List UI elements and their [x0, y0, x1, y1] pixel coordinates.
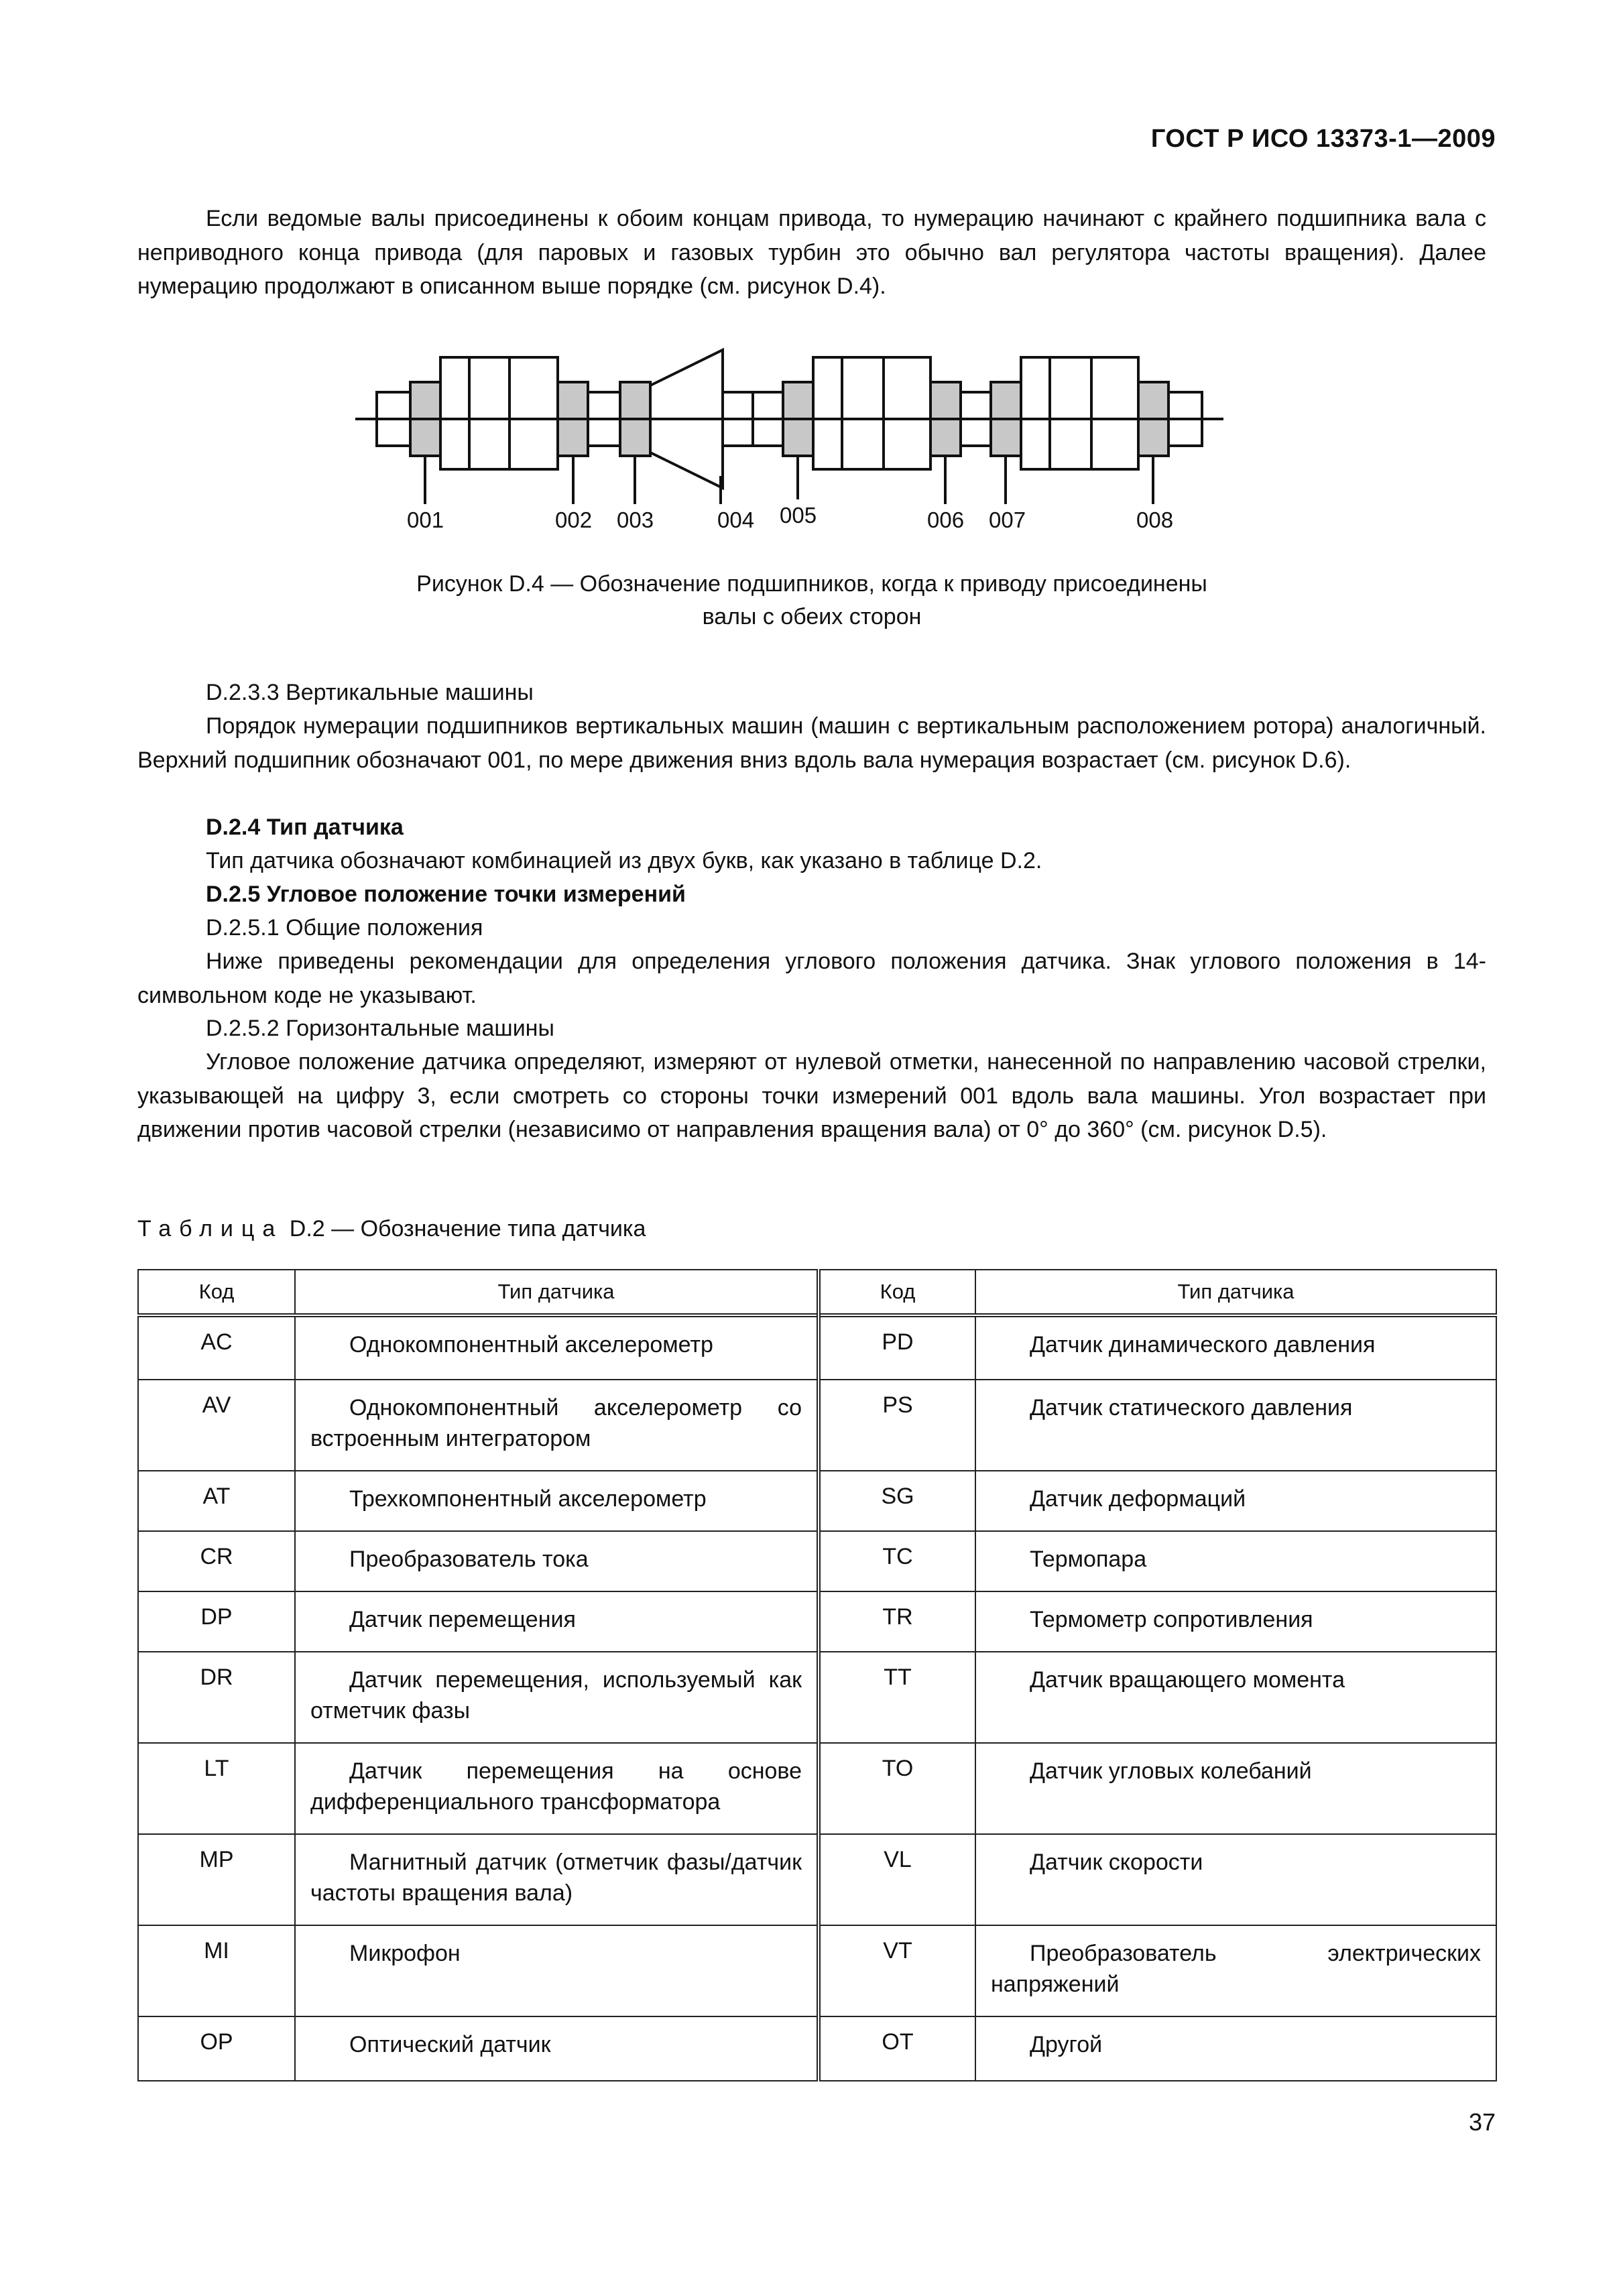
section-d2-3-3-title: D.2.3.3 Вертикальные машины [206, 680, 534, 705]
label-004: 004 [717, 507, 755, 532]
document-header: ГОСТ Р ИСО 13373-1—2009 [1150, 125, 1496, 153]
label-002: 002 [555, 507, 593, 532]
figure-caption: Рисунок D.4 — Обозначение подшипников, когда к приводу присоединены валы с обеих сторон [416, 571, 1207, 629]
section-d2-4-text: Тип датчика обозначают комбинацией из двух букв, как указано в таблице D.2. [206, 848, 1042, 873]
intro-paragraph: Если ведомые валы присоединены к обоим концам привода, то нумерацию начинают с крайнего подшипника вала с неприводного конца привода (для паровых и газовых турбин это обычно вал регулятора частоты вращения). Далее нумерацию продолжают в описанном выше порядке (см. рисунок D.4). [137, 206, 1486, 299]
table-caption: Таблица D.2 — Обозначение типа датчика [137, 1216, 646, 1242]
sensor-type-table [137, 1269, 1497, 2081]
table-row: DP Датчик перемещения TR Термометр сопротивления [138, 1591, 1496, 1652]
label-001: 001 [407, 507, 444, 532]
machine-body-1 [440, 357, 558, 469]
table-row: MI Микрофон VT Преобразователь электрических напряжений [138, 1925, 1496, 2016]
table-row: LT Датчик перемещения на основе дифференциального трансформатора TO Датчик угловых колебаний [138, 1743, 1496, 1834]
section-d2-3-3-text: Порядок нумерации подшипников вертикальных машин (машин с вертикальным расположением ротора) аналогичный. Верхний подшипник обозначают 001, по мере движения вниз вдоль вала нумерация возрастает (см. рисунок D.6). [137, 713, 1486, 773]
section-d2-5-2-title: D.2.5.2 Горизонтальные машины [206, 1016, 554, 1041]
header-code-2: Код [819, 1270, 975, 1315]
table-row: AC Однокомпонентный акселерометр PD Датчик динамического давления [138, 1315, 1496, 1380]
table-header-row [138, 1270, 1496, 1315]
page-number: 37 [1468, 2108, 1496, 2136]
label-008: 008 [1136, 507, 1174, 532]
table-row: CR Преобразователь тока TC Термопара [138, 1531, 1496, 1591]
bearing-diagram [0, 0, 1623, 550]
label-005: 005 [780, 503, 817, 528]
table-row: MP Магнитный датчик (отметчик фазы/датчик частоты вращения вала) VL Датчик скорости [138, 1834, 1496, 1925]
table-row: DR Датчик перемещения, используемый как отметчик фазы TT Датчик вращающего момента [138, 1652, 1496, 1743]
section-d2-4-title: D.2.4 Тип датчика [206, 814, 404, 840]
section-d2-5-1-text: Ниже приведены рекомендации для определения углового положения датчика. Знак углового положения в 14-символьном коде не указывают. [137, 949, 1486, 1008]
table-row: AT Трехкомпонентный акселерометр SG Датчик деформаций [138, 1471, 1496, 1531]
header-code-1: Код [138, 1270, 295, 1315]
machine-body-3 [1021, 357, 1138, 469]
section-d2-5-1-title: D.2.5.1 Общие положения [206, 915, 483, 941]
table-row: AV Однокомпонентный акселерометр со встроенным интегратором PS Датчик статического давления [138, 1380, 1496, 1471]
section-d2-5-2-text: Угловое положение датчика определяют, измеряют от нулевой отметки, нанесенной по направлению часовой стрелки, указывающей на цифру 3, если смотреть со стороны точки измерений 001 вдоль вала машины. Угол возрастает при движении против часовой стрелки (независимо от направления вращения вала) от 0° до 360° (см. рисунок D.5). [137, 1049, 1486, 1142]
section-d2-5-title: D.2.5 Угловое положение точки измерений [206, 882, 686, 907]
header-type-2: Тип датчика [975, 1270, 1496, 1315]
label-003: 003 [617, 507, 654, 532]
header-type-1: Тип датчика [295, 1270, 819, 1315]
table-row: OP Оптический датчик OT Другой [138, 2016, 1496, 2081]
label-006: 006 [927, 507, 965, 532]
label-007: 007 [989, 507, 1026, 532]
machine-body-2 [813, 357, 930, 469]
